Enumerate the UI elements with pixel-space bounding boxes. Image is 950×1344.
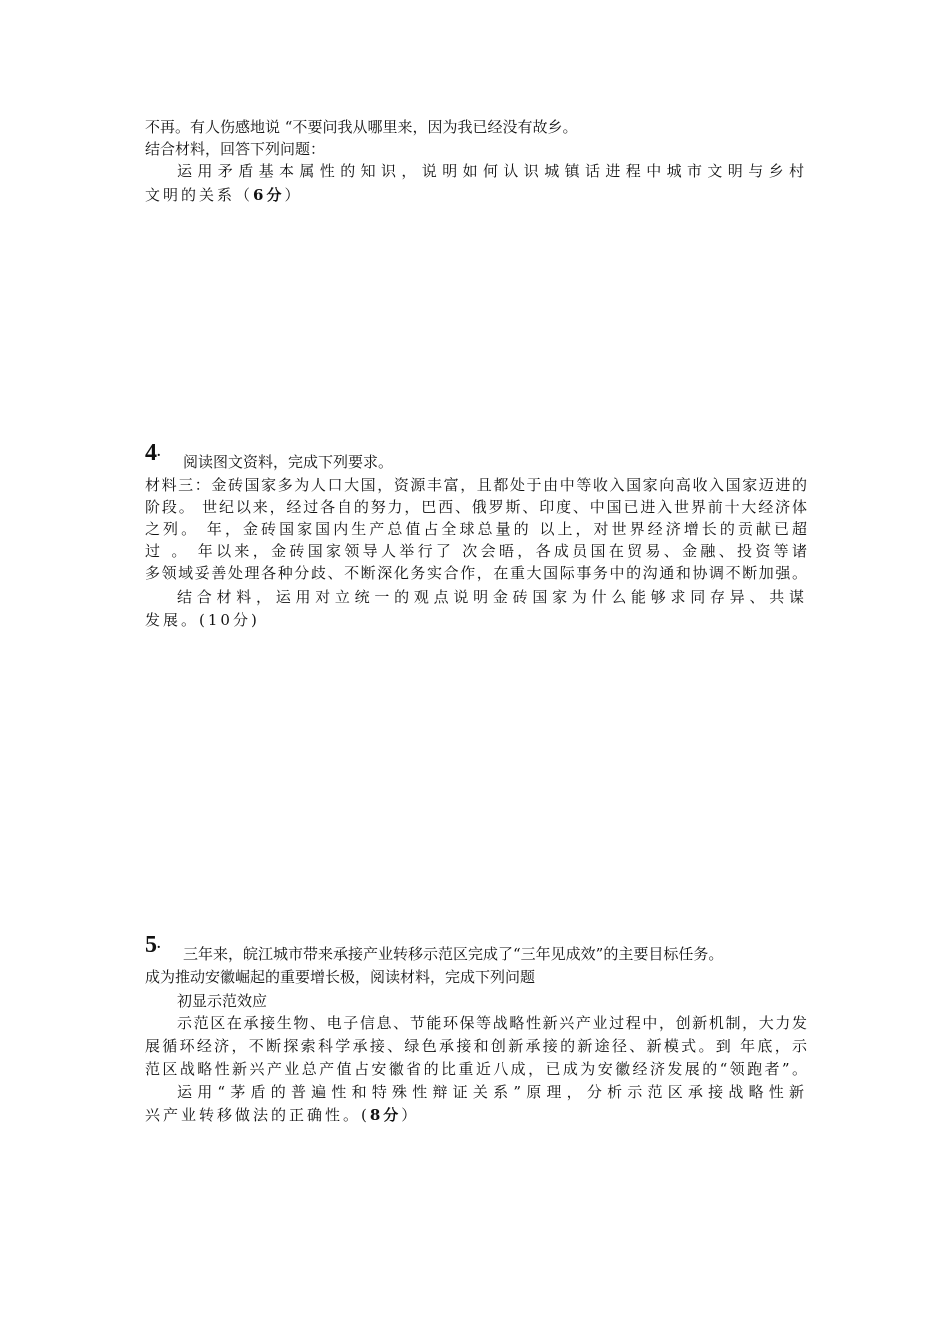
material-line: 多领域妥善处理各种分歧、不断深化务实合作，在重大国际事务中的沟通和协调不断加强。 (145, 564, 807, 582)
question-intro: 成为推动安徽崛起的重要增长极，阅读材料，完成下列问题 (145, 968, 536, 986)
material-line: 之列。 年，金砖国家国内生产总值占全球总量的 以上，对世界经济增长的贡献已超 (145, 520, 807, 538)
material-line: 范区战略性新兴产业总产值占安徽省的比重近八成，已成为安徽经济发展的“领跑者”。 (145, 1060, 807, 1078)
question-prompt: 文明的关系（6分） (145, 186, 303, 204)
material-line: 展循环经济，不断探索科学承接、绿色承接和创新承接的新途径、新模式。到 年底，示 (145, 1037, 807, 1055)
question-intro: 三年来，皖江城市带来承接产业转移示范区完成了“三年见成效”的主要目标任务。 (183, 945, 724, 963)
question-intro: 阅读图文资料，完成下列要求。 (183, 453, 394, 471)
question-prompt: 发展。(10分) (145, 611, 260, 629)
text-line: 结合材料，回答下列问题： (145, 140, 326, 158)
question-prompt: 运用矛盾基本属性的知识，说明如何认识城镇话进程中城市文明与乡村 (177, 162, 807, 180)
score-label: 8分 (369, 1106, 402, 1124)
question-prompt: 运用“茅盾的普遍性和特殊性辩证关系”原理，分析示范区承接战略性新 (177, 1083, 807, 1101)
material-line: 材料三：金砖国家多为人口大国，资源丰富，且都处于由中等收入国家向高收入国家迈进的 (145, 476, 807, 494)
question-number: 5. (145, 932, 161, 958)
text-line: 不再。有人伤感地说 “不要问我从哪里来，因为我已经没有故乡。 (145, 118, 578, 136)
question-prompt: 兴产业转移做法的正确性。(8分） (145, 1106, 420, 1124)
material-line: 过 。 年以来，金砖国家领导人举行了 次会晤，各成员国在贸易、金融、投资等诸 (145, 542, 807, 560)
question-number: 4. (145, 440, 161, 466)
material-subtitle: 初显示范效应 (177, 992, 268, 1010)
score-label: 6分 (253, 186, 285, 204)
question-prompt: 结合材料，运用对立统一的观点说明金砖国家为什么能够求同存异、共谋 (177, 588, 807, 606)
material-line: 示范区在承接生物、电子信息、节能环保等战略性新兴产业过程中，创新机制，大力发 (177, 1014, 807, 1032)
material-line: 阶段。 世纪以来，经过各自的努力，巴西、俄罗斯、印度、中国已进入世界前十大经济体 (145, 498, 807, 516)
